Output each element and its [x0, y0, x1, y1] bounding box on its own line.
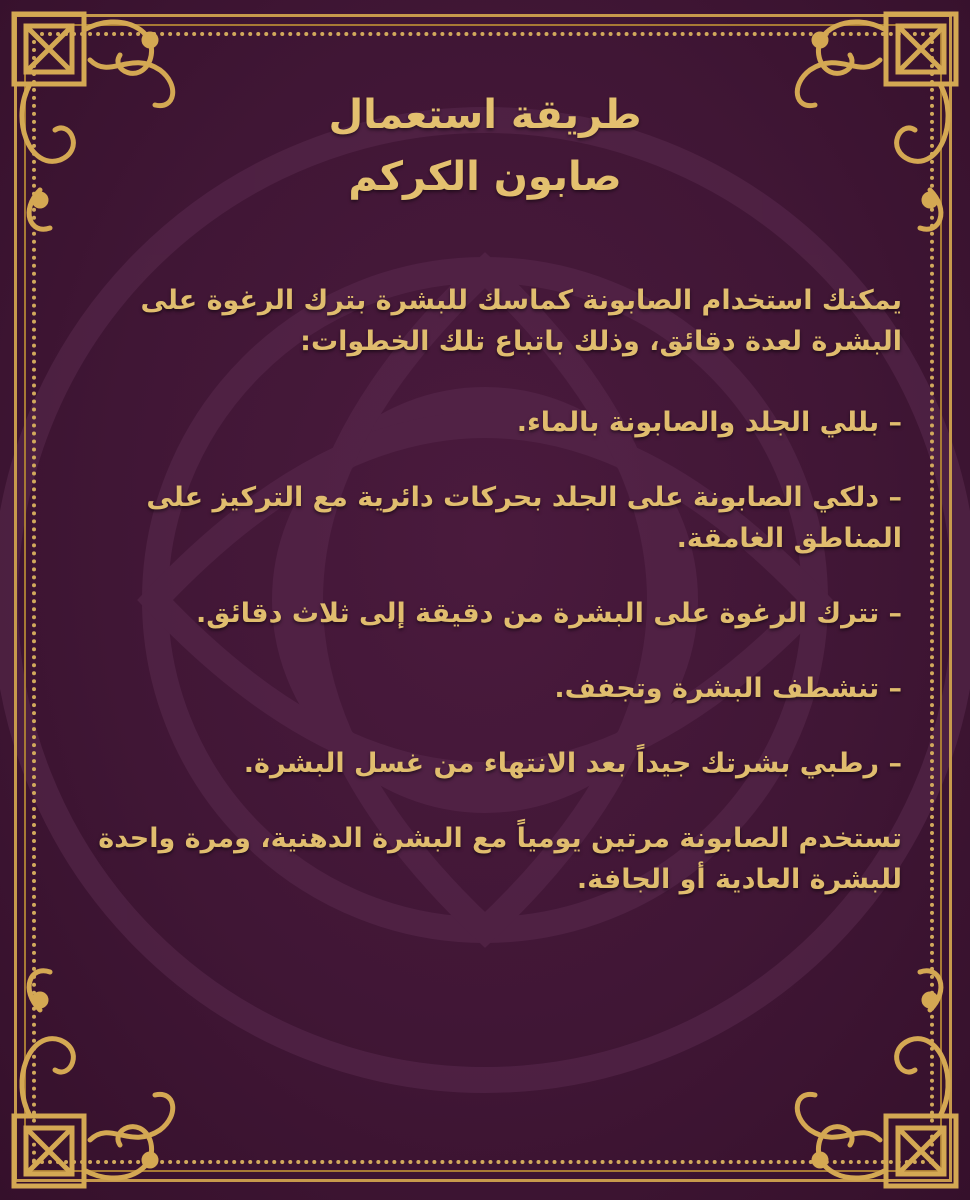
ornament-corner-bottom-left: [0, 960, 200, 1200]
title-line-2: صابون الكركم: [348, 154, 622, 200]
ornament-corner-bottom-right: [770, 960, 970, 1200]
intro-paragraph: يمكنك استخدام الصابونة كماسك للبشرة بترك الرغوة على البشرة لعدة دقائق، وذلك باتباع تلك الخطوات:: [140, 285, 902, 357]
step-item: – دلكي الصابونة على الجلد بحركات دائرية مع التركيز على المناطق الغامقة.: [146, 482, 902, 554]
page-title: [170, 84, 800, 208]
step-item: – تنشطف البشرة وتجفف.: [554, 673, 902, 704]
ornament-corner-top-right: [770, 0, 970, 240]
step-item: – رطبي بشرتك جيداً بعد الانتهاء من غسل البشرة.: [243, 748, 902, 779]
title-line-1: طريقة استعمال: [328, 92, 642, 138]
outro-paragraph: تستخدم الصابونة مرتين يومياً مع البشرة الدهنية، ومرة واحدة للبشرة العادية أو الجافة.: [98, 823, 902, 895]
instructions-body: [70, 280, 902, 934]
step-item: – تترك الرغوة على البشرة من دقيقة إلى ثلاث دقائق.: [196, 598, 902, 629]
step-item: – بللي الجلد والصابونة بالماء.: [516, 407, 902, 438]
